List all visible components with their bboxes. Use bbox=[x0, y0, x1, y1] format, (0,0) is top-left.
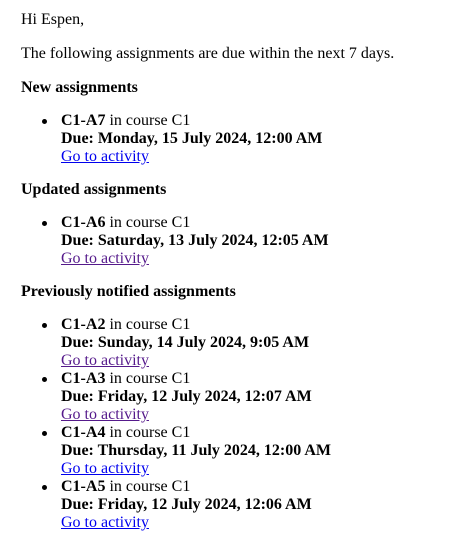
assignment-item bbox=[61, 370, 454, 424]
section-updated-assignments bbox=[21, 180, 454, 268]
section-heading: New assignments bbox=[21, 79, 138, 96]
course-text: in course C1 bbox=[105, 316, 191, 333]
course-text: in course C1 bbox=[105, 214, 191, 231]
due-date: Due: Thursday, 11 July 2024, 12:00 AM bbox=[61, 442, 331, 459]
intro-text: The following assignments are due within the next 7 days. bbox=[21, 45, 395, 62]
due-date: Due: Saturday, 13 July 2024, 12:05 AM bbox=[61, 232, 329, 249]
course-text: in course C1 bbox=[105, 478, 191, 495]
course-text: in course C1 bbox=[105, 370, 191, 387]
bullet-icon bbox=[42, 323, 47, 328]
assignment-name: C1-A6 bbox=[61, 214, 106, 231]
go-to-activity-link[interactable]: Go to activity bbox=[61, 352, 149, 369]
due-date: Due: Friday, 12 July 2024, 12:06 AM bbox=[61, 496, 312, 513]
bullet-icon bbox=[42, 377, 47, 382]
assignment-item bbox=[61, 316, 454, 370]
assignment-list bbox=[21, 316, 454, 532]
go-to-activity-link[interactable]: Go to activity bbox=[61, 406, 149, 423]
bullet-icon bbox=[42, 221, 47, 226]
bullet-icon bbox=[42, 431, 47, 436]
assignment-item bbox=[61, 112, 454, 166]
section-new-assignments bbox=[21, 78, 454, 166]
bullet-icon bbox=[42, 485, 47, 490]
assignment-name: C1-A7 bbox=[61, 112, 106, 129]
due-date: Due: Monday, 15 July 2024, 12:00 AM bbox=[61, 130, 323, 147]
assignment-name: C1-A4 bbox=[61, 424, 106, 441]
assignment-item bbox=[61, 214, 454, 268]
go-to-activity-link[interactable]: Go to activity bbox=[61, 460, 149, 477]
section-heading: Previously notified assignments bbox=[21, 283, 236, 300]
assignment-name: C1-A5 bbox=[61, 478, 106, 495]
bullet-icon bbox=[42, 119, 47, 124]
assignment-name: C1-A3 bbox=[61, 370, 106, 387]
course-text: in course C1 bbox=[105, 112, 191, 129]
section-heading: Updated assignments bbox=[21, 181, 167, 198]
go-to-activity-link[interactable]: Go to activity bbox=[61, 250, 149, 267]
course-text: in course C1 bbox=[105, 424, 191, 441]
due-date: Due: Friday, 12 July 2024, 12:07 AM bbox=[61, 388, 312, 405]
assignment-item bbox=[61, 424, 454, 478]
go-to-activity-link[interactable]: Go to activity bbox=[61, 514, 149, 531]
assignment-name: C1-A2 bbox=[61, 316, 106, 333]
go-to-activity-link[interactable]: Go to activity bbox=[61, 148, 149, 165]
assignment-list bbox=[21, 214, 454, 268]
due-date: Due: Sunday, 14 July 2024, 9:05 AM bbox=[61, 334, 310, 351]
section-previously-notified-assignments bbox=[21, 282, 454, 532]
greeting: Hi Espen, bbox=[21, 11, 85, 28]
assignment-item bbox=[61, 478, 454, 532]
assignment-list bbox=[21, 112, 454, 166]
